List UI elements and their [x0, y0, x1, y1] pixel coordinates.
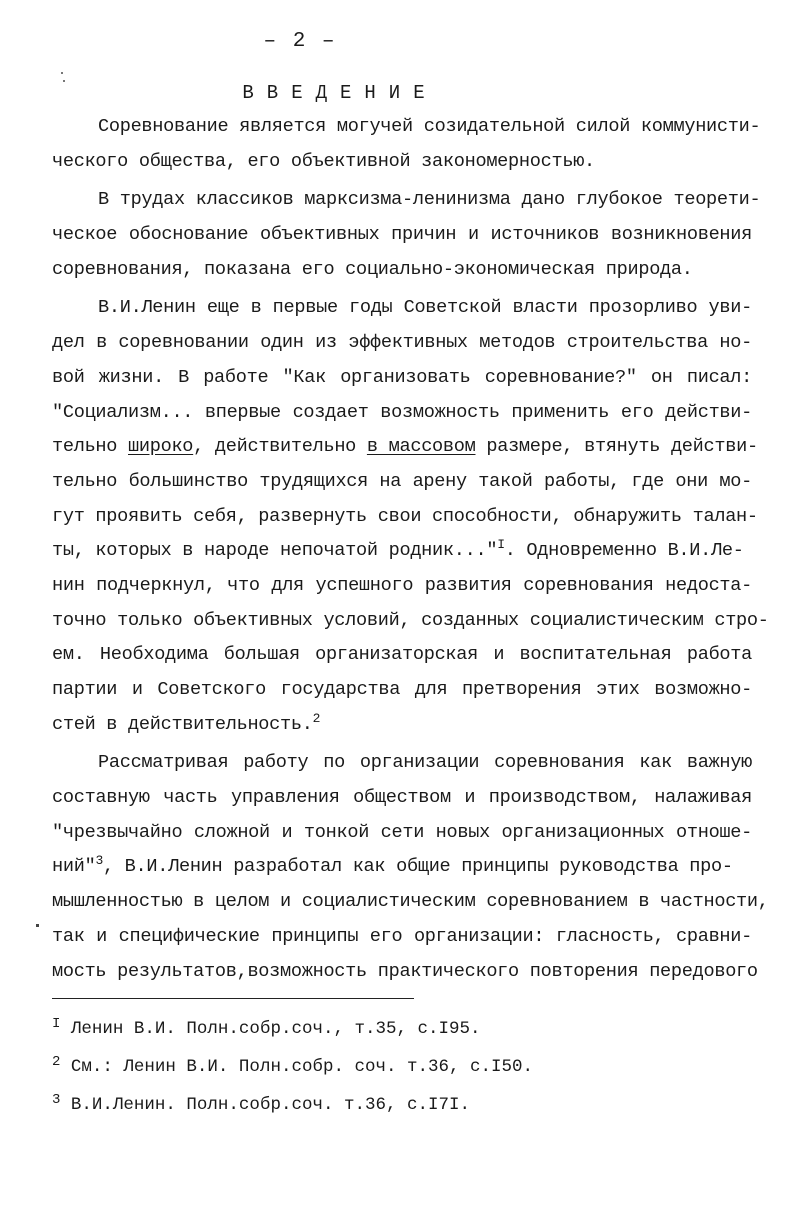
footnote-ref: 2 — [312, 710, 321, 726]
text-line: тельно большинство трудящихся на арену такой работы, где они мо- — [52, 470, 752, 492]
text-line-with-footnote-ref: ты, которых в народе непочатой родник..."$^I$. Одновременно В.И.Ле- — [52, 537, 744, 562]
page-number: – 2 – — [263, 30, 337, 53]
text-line: ческое обоснование объективных причин и источников возникновения — [52, 224, 752, 246]
text-line-with-footnote-ref: ний"$^3$, В.И.Ленин разработал как общие принципы руководства про- — [52, 853, 733, 878]
scan-speck — [36, 924, 39, 927]
text-line: составную часть управления обществом и производством, налаживая — [52, 787, 752, 809]
footnote-ref: I — [497, 537, 505, 553]
footnotes — [52, 1010, 732, 1124]
footnote-mark: 2 — [52, 1054, 61, 1070]
text-line: гут проявить себя, развернуть свои способности, обнаружить талан- — [52, 505, 758, 527]
text-line-with-footnote-ref: стей в действительность.$^2$ — [52, 710, 321, 735]
scan-speck — [63, 80, 65, 82]
text-line: Рассматривая работу по организации соревнования как важную — [98, 752, 752, 774]
footnote-mark: I — [52, 1016, 61, 1032]
text-line: нин подчеркнул, что для успешного развития соревнования недоста- — [52, 574, 752, 596]
footnote-mark: 3 — [52, 1092, 61, 1108]
footnote: $^I$ Ленин В.И. Полн.собр.соч., т.35, с.I95. — [52, 1016, 481, 1039]
text-line: партии и Советского государства для претворения этих возможно- — [52, 679, 752, 700]
text-line: дел в соревновании один из эффективных методов строительства но- — [52, 332, 752, 354]
text-line: "Социализм... впервые создает возможность применить его действи- — [52, 401, 752, 423]
text-line: ем. Необходима большая организаторская и воспитательная работа — [52, 644, 752, 666]
text-line: "чрезвычайно сложной и тонкой сети новых организационных отноше- — [52, 821, 752, 843]
footnote-ref: 3 — [95, 853, 103, 869]
text-line: соревнования, показана его социально-экономическая природа. — [52, 258, 693, 280]
text-line: мышленностью в целом и социалистическим соревнованием в частности, — [52, 891, 769, 913]
text-line: точно только объективных условий, созданных социалистическим стро- — [52, 609, 769, 631]
footnote: $^2$ См.: Ленин В.И. Полн.собр. соч. т.36, с.I50. — [52, 1054, 533, 1077]
section-heading: ВВЕДЕНИЕ — [242, 82, 438, 104]
text-line: В трудах классиков марксизма-ленинизма дано глубокое теорети- — [98, 189, 761, 211]
underlined-emphasis: в массовом — [366, 436, 476, 458]
text-line: В.И.Ленин еще в первые годы Советской власти прозорливо уви- — [98, 297, 752, 319]
footnote-divider — [52, 998, 414, 999]
text-line: ческого общества, его объективной закономерностью. — [52, 150, 595, 172]
text-line-with-emphasis: тельно широко, действительно в массовом размере, втянуть действи- — [52, 436, 758, 458]
underlined-emphasis: широко — [128, 436, 194, 458]
text-line: вой жизни. В работе "Как организовать соревнование?" он писал: — [52, 366, 752, 388]
text-line: мость результатов,возможность практического повторения передового — [52, 960, 758, 982]
footnote: $^3$ В.И.Ленин. Полн.собр.соч. т.36, с.I7I. — [52, 1092, 470, 1115]
text-line: Соревнование является могучей созидательной силой коммунисти- — [98, 116, 761, 137]
scan-speck — [61, 72, 63, 74]
body-text — [52, 110, 769, 989]
text-line: так и специфические принципы его организации: гласность, сравни- — [52, 925, 752, 947]
